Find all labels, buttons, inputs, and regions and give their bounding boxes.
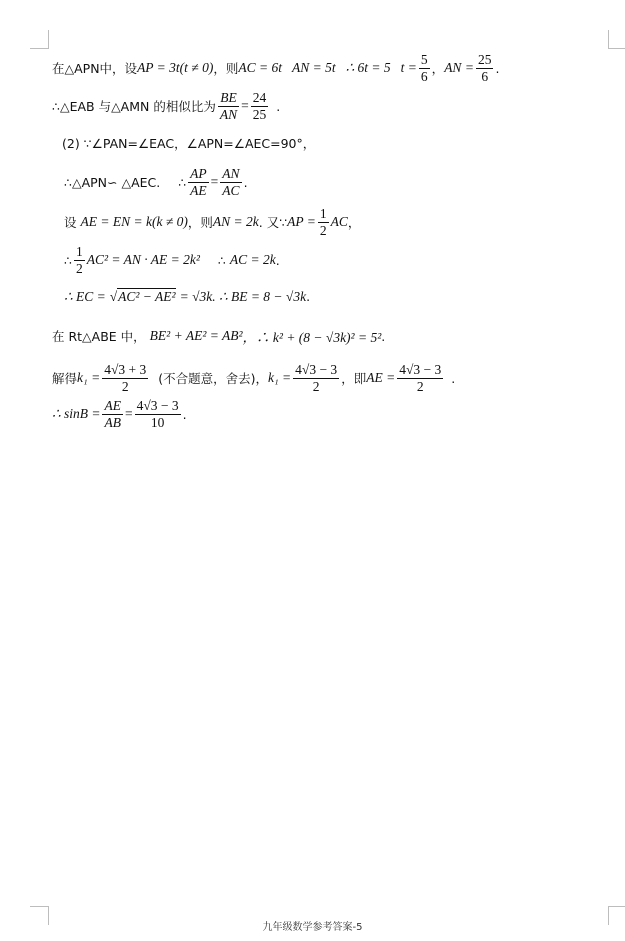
text: . (495, 60, 500, 76)
numerator: AE (104, 398, 121, 413)
equals-sign: = (210, 174, 219, 190)
text: . 又∵ (258, 215, 288, 231)
fraction (102, 398, 123, 430)
numerator: AN (222, 166, 240, 181)
text: (2) ∵∠PAN=∠EAC，∠APN=∠AEC=90°， (62, 136, 316, 151)
formula: ，∴ k² + (8 − √3k)² = 5² (242, 330, 382, 345)
denominator: AN (219, 106, 238, 122)
numerator: 4√3 + 3 (104, 362, 147, 377)
text: ∴ (217, 252, 226, 268)
text: ∴ (64, 252, 72, 268)
text: 在 Rt△ABE 中， (52, 329, 146, 344)
denominator: AE (190, 182, 207, 198)
fraction (251, 90, 269, 122)
fraction (74, 244, 85, 276)
formula: AP = (287, 214, 316, 230)
denominator: AC (222, 182, 240, 198)
formula: ∴ sinB = (52, 406, 101, 422)
solution-line-9 (52, 362, 455, 394)
numerator: 4√3 − 3 (136, 398, 179, 413)
formula: k₁ = (77, 370, 101, 386)
solution-line-10 (52, 398, 187, 430)
fraction (188, 166, 209, 198)
formula: AC = 2k (229, 252, 276, 268)
text: . (306, 289, 311, 304)
text: . (451, 370, 456, 386)
corner-mark-top-left (30, 30, 49, 49)
fraction (293, 362, 339, 394)
numerator: BE (220, 90, 237, 105)
page-footer: 九年级数学参考答案-5 (262, 922, 363, 933)
fraction (135, 398, 181, 430)
formula: k₁ = (267, 370, 292, 386)
numerator: AP (190, 166, 207, 181)
denominator: 2 (121, 378, 129, 394)
numerator: 1 (75, 244, 83, 259)
text: ， (347, 215, 361, 231)
solution-line-7 (64, 288, 310, 305)
text: 解得 (52, 371, 78, 387)
text: 在△APN中，设 (52, 61, 138, 77)
numerator: 5 (420, 52, 428, 67)
formula: . ∴ BE = 8 − √3k (212, 288, 307, 304)
text: (不合题意，舍去)， (158, 371, 268, 387)
formula: ∴ 6t = 5 (345, 60, 391, 76)
fraction (419, 52, 430, 84)
text: . (276, 98, 281, 114)
formula: = √3k (179, 288, 213, 304)
text: ，则 (187, 215, 213, 231)
solution-line-2 (52, 90, 280, 122)
denominator: 10 (150, 414, 165, 430)
solution-line-3 (62, 134, 315, 152)
denominator: 2 (319, 222, 327, 238)
corner-mark-top-right (608, 30, 625, 49)
text: ∴△EAB 与△AMN 的相似比为 (52, 99, 216, 115)
fraction (476, 52, 494, 84)
solution-line-5 (64, 206, 360, 238)
formula: ∴ EC = (64, 288, 106, 304)
formula: t = (400, 60, 417, 76)
fraction (397, 362, 443, 394)
equals-sign: = (241, 98, 249, 114)
formula: AN = 5t (291, 60, 336, 76)
solution-line-8 (52, 326, 385, 346)
text: ，即 (341, 371, 367, 387)
text: ∴ (178, 174, 187, 190)
formula: AP = 3t(t ≠ 0) (137, 60, 214, 76)
numerator: 4√3 − 3 (399, 362, 442, 377)
sqrt-radicand: AC² − AE² (118, 289, 176, 304)
equals-sign: = (124, 406, 133, 422)
solution-line-1: 在△APN中，设 AP = 3t(t ≠ 0) ，则 AC = 6t AN = 5t ∴ 6t = 5 t = $\frac{5}{6}$ ， AN = $\frac{25}{6}$ . (52, 52, 500, 84)
denominator: 2 (75, 260, 83, 276)
formula: AC (330, 214, 348, 230)
text: ，则 (213, 61, 239, 77)
denominator: 6 (420, 68, 428, 84)
text: . (381, 328, 386, 344)
denominator: 25 (252, 106, 267, 122)
formula: AE = (366, 370, 396, 386)
formula: AC² = AN · AE = 2k² (86, 252, 200, 268)
numerator: 1 (319, 206, 327, 221)
formula: AN = (444, 60, 474, 76)
denominator: 6 (481, 68, 489, 84)
numerator: 4√3 − 3 (295, 362, 338, 377)
sqrt-symbol: √ (109, 288, 118, 304)
text: 设 (64, 215, 77, 231)
fraction (102, 362, 148, 394)
formula: AE = EN = k(k ≠ 0) (80, 214, 188, 230)
numerator: 25 (477, 52, 492, 67)
denominator: 2 (416, 378, 424, 394)
formula: BE² + AE² = AB² (149, 328, 243, 343)
fraction (220, 166, 241, 198)
solution-line-4 (64, 166, 248, 198)
formula: AC = 6t (238, 60, 282, 76)
text: . (275, 252, 280, 268)
numerator: 24 (252, 90, 267, 105)
solution-line-6 (64, 244, 280, 276)
denominator: AB (104, 414, 121, 430)
text: . (182, 406, 187, 422)
denominator: 2 (312, 378, 320, 394)
text: . (243, 174, 248, 190)
fraction (318, 206, 329, 238)
fraction (218, 90, 239, 122)
formula: AN = 2k (212, 214, 259, 230)
text: ∴△APN∽ △AEC. (64, 174, 161, 190)
